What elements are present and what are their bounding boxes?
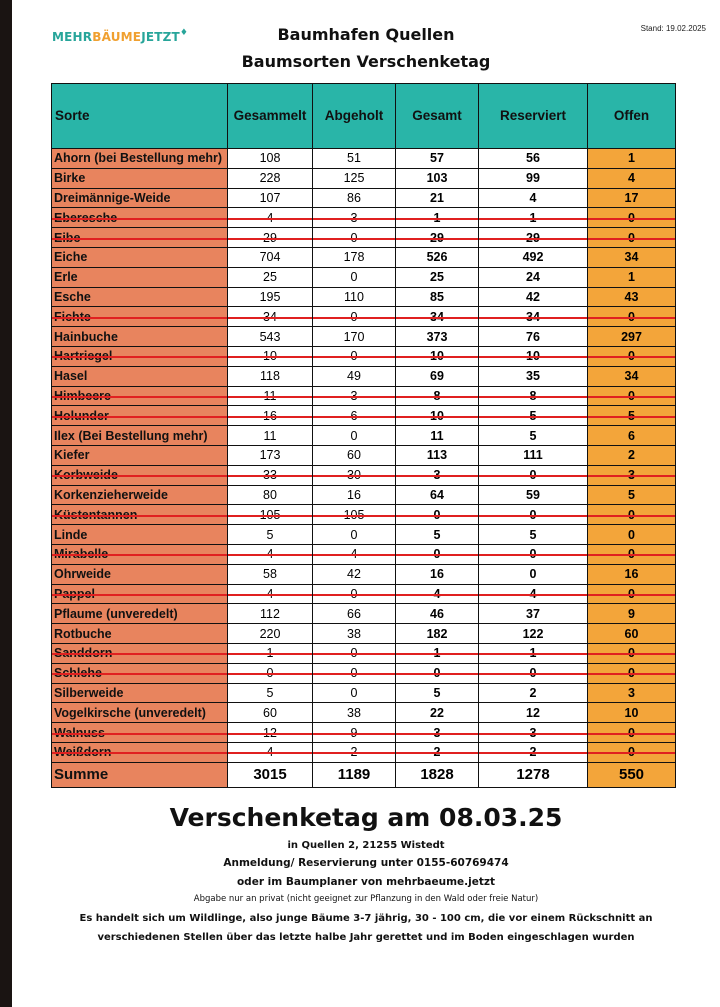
cell-reserviert: 0 xyxy=(479,544,588,564)
cell-reserviert: 5 xyxy=(479,525,588,545)
cell-sorte: Korbweide xyxy=(52,465,228,485)
table-row xyxy=(52,327,676,347)
cell-abgeholt: 0 xyxy=(313,307,396,327)
cell-sorte: Linde xyxy=(52,525,228,545)
cell-sorte: Küstentannen xyxy=(52,505,228,525)
cell-gesamt: 113 xyxy=(396,445,479,465)
cell-sorte: Dreimännige-Weide xyxy=(52,188,228,208)
cell-sorte: Hainbuche xyxy=(52,327,228,347)
cell-abgeholt: 86 xyxy=(313,188,396,208)
table-row xyxy=(52,525,676,545)
table-row xyxy=(52,386,676,406)
table-row xyxy=(52,703,676,723)
cell-gesammelt: 704 xyxy=(228,247,313,267)
cell-offen: 0 xyxy=(588,742,676,762)
cell-gesammelt: 33 xyxy=(228,465,313,485)
cell-reserviert: 0 xyxy=(479,465,588,485)
cell-sorte: Hartriegel xyxy=(52,346,228,366)
cell-offen: 10 xyxy=(588,703,676,723)
cell-offen: 16 xyxy=(588,564,676,584)
cell-gesammelt: 173 xyxy=(228,445,313,465)
table-row xyxy=(52,366,676,386)
cell-offen: 9 xyxy=(588,604,676,624)
cell-offen: 0 xyxy=(588,228,676,248)
cell-gesamt: 10 xyxy=(396,346,479,366)
cell-abgeholt: 3 xyxy=(313,208,396,228)
table-row xyxy=(52,426,676,446)
cell-sorte: Ilex (Bei Bestellung mehr) xyxy=(52,426,228,446)
cell-reserviert: 5 xyxy=(479,406,588,426)
cell-gesamt: 2 xyxy=(396,742,479,762)
cell-gesammelt: 220 xyxy=(228,624,313,644)
cell-offen: 2 xyxy=(588,445,676,465)
cell-gesamt: 0 xyxy=(396,505,479,525)
cell-reserviert: 34 xyxy=(479,307,588,327)
cell-gesammelt: 5 xyxy=(228,525,313,545)
cell-abgeholt: 16 xyxy=(313,485,396,505)
cell-gesammelt: 5 xyxy=(228,683,313,703)
cell-offen: 5 xyxy=(588,485,676,505)
cell-sorte: Schlehe xyxy=(52,663,228,683)
cell-gesammelt: 108 xyxy=(228,149,313,169)
cell-gesammelt: 11 xyxy=(228,426,313,446)
cell-offen: 6 xyxy=(588,426,676,446)
cell-gesammelt: 16 xyxy=(228,406,313,426)
leaf-icon: ♦ xyxy=(179,28,189,38)
cell-gesammelt: 105 xyxy=(228,505,313,525)
cell-reserviert: 122 xyxy=(479,624,588,644)
cell-gesammelt: 112 xyxy=(228,604,313,624)
cell-reserviert: 4 xyxy=(479,188,588,208)
cell-reserviert: 0 xyxy=(479,564,588,584)
cell-abgeholt: 0 xyxy=(313,663,396,683)
summe-offen: 550 xyxy=(588,762,676,787)
cell-reserviert: 37 xyxy=(479,604,588,624)
table-row xyxy=(52,208,676,228)
cell-reserviert: 10 xyxy=(479,346,588,366)
cell-reserviert: 8 xyxy=(479,386,588,406)
table-row xyxy=(52,287,676,307)
cell-abgeholt: 0 xyxy=(313,228,396,248)
table-row xyxy=(52,307,676,327)
cell-reserviert: 2 xyxy=(479,742,588,762)
column-header-offen: Offen xyxy=(588,84,676,149)
cell-offen: 0 xyxy=(588,643,676,663)
table-row xyxy=(52,604,676,624)
cell-reserviert: 29 xyxy=(479,228,588,248)
cell-sorte: Eibe xyxy=(52,228,228,248)
summe-abgeholt: 1189 xyxy=(313,762,396,787)
table-row xyxy=(52,723,676,743)
cell-offen: 0 xyxy=(588,346,676,366)
cell-gesammelt: 80 xyxy=(228,485,313,505)
table-row xyxy=(52,188,676,208)
cell-sorte: Fichte xyxy=(52,307,228,327)
cell-abgeholt: 38 xyxy=(313,624,396,644)
cell-gesammelt: 118 xyxy=(228,366,313,386)
cell-gesammelt: 228 xyxy=(228,168,313,188)
wildlinge-info xyxy=(12,909,720,947)
document-page xyxy=(12,0,720,1007)
cell-gesamt: 69 xyxy=(396,366,479,386)
cell-sorte: Sanddorn xyxy=(52,643,228,663)
cell-sorte: Ahorn (bei Bestellung mehr) xyxy=(52,149,228,169)
cell-gesamt: 46 xyxy=(396,604,479,624)
cell-gesamt: 3 xyxy=(396,465,479,485)
table-row xyxy=(52,643,676,663)
cell-gesamt: 103 xyxy=(396,168,479,188)
cell-abgeholt: 51 xyxy=(313,149,396,169)
cell-abgeholt: 0 xyxy=(313,267,396,287)
cell-reserviert: 1 xyxy=(479,208,588,228)
cell-sorte: Pflaume (unveredelt) xyxy=(52,604,228,624)
cell-gesammelt: 58 xyxy=(228,564,313,584)
cell-reserviert: 2 xyxy=(479,683,588,703)
tree-table xyxy=(51,83,676,788)
baumplaner-info: oder im Baumplaner von mehrbaeume.jetzt xyxy=(236,876,496,888)
table-row xyxy=(52,663,676,683)
cell-gesamt: 10 xyxy=(396,406,479,426)
cell-abgeholt: 49 xyxy=(313,366,396,386)
cell-gesammelt: 34 xyxy=(228,307,313,327)
cell-reserviert: 5 xyxy=(479,426,588,446)
cell-abgeholt: 3 xyxy=(313,386,396,406)
cell-abgeholt: 125 xyxy=(313,168,396,188)
cell-gesamt: 0 xyxy=(396,544,479,564)
cell-abgeholt: 0 xyxy=(313,643,396,663)
table-row xyxy=(52,267,676,287)
logo-text-baeume: BÄUME xyxy=(92,30,142,44)
table-row xyxy=(52,149,676,169)
cell-gesamt: 373 xyxy=(396,327,479,347)
cell-sorte: Eberesche xyxy=(52,208,228,228)
summe-gesamt: 1828 xyxy=(396,762,479,787)
cell-gesammelt: 29 xyxy=(228,228,313,248)
cell-abgeholt: 2 xyxy=(313,742,396,762)
cell-abgeholt: 110 xyxy=(313,287,396,307)
cell-abgeholt: 170 xyxy=(313,327,396,347)
cell-abgeholt: 0 xyxy=(313,426,396,446)
cell-reserviert: 4 xyxy=(479,584,588,604)
table-row xyxy=(52,544,676,564)
cell-reserviert: 111 xyxy=(479,445,588,465)
cell-gesamt: 3 xyxy=(396,723,479,743)
cell-offen: 60 xyxy=(588,624,676,644)
cell-gesamt: 4 xyxy=(396,584,479,604)
table-row xyxy=(52,742,676,762)
column-header-reserviert: Reserviert xyxy=(479,84,588,149)
cell-reserviert: 12 xyxy=(479,703,588,723)
cell-gesammelt: 1 xyxy=(228,643,313,663)
document-subtitle: Baumsorten Verschenketag xyxy=(241,52,491,71)
cell-abgeholt: 38 xyxy=(313,703,396,723)
cell-sorte: Ohrweide xyxy=(52,564,228,584)
cell-sorte: Vogelkirsche (unveredelt) xyxy=(52,703,228,723)
cell-gesammelt: 195 xyxy=(228,287,313,307)
cell-reserviert: 59 xyxy=(479,485,588,505)
cell-gesammelt: 4 xyxy=(228,584,313,604)
cell-offen: 1 xyxy=(588,149,676,169)
table-body xyxy=(52,149,676,788)
summe-row xyxy=(52,762,676,787)
document-title: Baumhafen Quellen xyxy=(277,25,455,44)
cell-gesamt: 1 xyxy=(396,208,479,228)
cell-gesamt: 25 xyxy=(396,267,479,287)
cell-gesammelt: 10 xyxy=(228,346,313,366)
table-row xyxy=(52,564,676,584)
table-row xyxy=(52,683,676,703)
cell-reserviert: 492 xyxy=(479,247,588,267)
table-row xyxy=(52,465,676,485)
cell-offen: 0 xyxy=(588,544,676,564)
cell-offen: 0 xyxy=(588,525,676,545)
column-header-gesamt: Gesamt xyxy=(396,84,479,149)
cell-abgeholt: 42 xyxy=(313,564,396,584)
cell-reserviert: 0 xyxy=(479,663,588,683)
cell-gesamt: 64 xyxy=(396,485,479,505)
logo-text-jetzt: JETZT xyxy=(141,30,180,44)
cell-sorte: Esche xyxy=(52,287,228,307)
cell-gesamt: 182 xyxy=(396,624,479,644)
cell-abgeholt: 105 xyxy=(313,505,396,525)
cell-abgeholt: 6 xyxy=(313,406,396,426)
table-row xyxy=(52,485,676,505)
cell-gesammelt: 0 xyxy=(228,663,313,683)
table-row xyxy=(52,445,676,465)
cell-sorte: Silberweide xyxy=(52,683,228,703)
cell-sorte: Hasel xyxy=(52,366,228,386)
cell-reserviert: 35 xyxy=(479,366,588,386)
cell-sorte: Birke xyxy=(52,168,228,188)
cell-offen: 0 xyxy=(588,723,676,743)
cell-offen: 4 xyxy=(588,168,676,188)
table-row xyxy=(52,584,676,604)
cell-sorte: Mirabelle xyxy=(52,544,228,564)
cell-gesammelt: 543 xyxy=(228,327,313,347)
cell-sorte: Pappel xyxy=(52,584,228,604)
cell-offen: 1 xyxy=(588,267,676,287)
cell-reserviert: 24 xyxy=(479,267,588,287)
cell-gesammelt: 107 xyxy=(228,188,313,208)
cell-gesammelt: 4 xyxy=(228,544,313,564)
table-row xyxy=(52,346,676,366)
cell-gesamt: 5 xyxy=(396,525,479,545)
cell-gesamt: 0 xyxy=(396,663,479,683)
cell-gesamt: 85 xyxy=(396,287,479,307)
cell-offen: 34 xyxy=(588,247,676,267)
cell-gesammelt: 25 xyxy=(228,267,313,287)
stand-date: Stand: 19.02.2025 xyxy=(640,24,706,33)
cell-offen: 0 xyxy=(588,584,676,604)
cell-gesamt: 21 xyxy=(396,188,479,208)
cell-offen: 0 xyxy=(588,208,676,228)
cell-abgeholt: 178 xyxy=(313,247,396,267)
table-row xyxy=(52,168,676,188)
summe-label: Summe xyxy=(52,762,228,787)
abgabe-note: Abgabe nur an privat (nicht geeignet zur Pflanzung in den Wald oder freie Natur) xyxy=(193,894,539,904)
cell-gesamt: 5 xyxy=(396,683,479,703)
cell-gesamt: 16 xyxy=(396,564,479,584)
cell-offen: 297 xyxy=(588,327,676,347)
cell-sorte: Walnuss xyxy=(52,723,228,743)
cell-gesammelt: 11 xyxy=(228,386,313,406)
column-header-gesammelt: Gesammelt xyxy=(228,84,313,149)
cell-gesamt: 11 xyxy=(396,426,479,446)
cell-gesamt: 29 xyxy=(396,228,479,248)
cell-sorte: Himbeere xyxy=(52,386,228,406)
cell-offen: 3 xyxy=(588,683,676,703)
table-row xyxy=(52,624,676,644)
cell-reserviert: 42 xyxy=(479,287,588,307)
cell-sorte: Eiche xyxy=(52,247,228,267)
cell-abgeholt: 30 xyxy=(313,465,396,485)
cell-gesamt: 8 xyxy=(396,386,479,406)
cell-gesamt: 526 xyxy=(396,247,479,267)
cell-reserviert: 56 xyxy=(479,149,588,169)
table-row xyxy=(52,247,676,267)
cell-reserviert: 3 xyxy=(479,723,588,743)
cell-sorte: Holunder xyxy=(52,406,228,426)
cell-sorte: Korkenzieherweide xyxy=(52,485,228,505)
cell-abgeholt: 60 xyxy=(313,445,396,465)
cell-offen: 0 xyxy=(588,505,676,525)
cell-abgeholt: 66 xyxy=(313,604,396,624)
cell-offen: 34 xyxy=(588,366,676,386)
cell-gesammelt: 4 xyxy=(228,742,313,762)
cell-offen: 0 xyxy=(588,663,676,683)
cell-reserviert: 99 xyxy=(479,168,588,188)
summe-reserviert: 1278 xyxy=(479,762,588,787)
event-address: in Quellen 2, 21255 Wistedt xyxy=(287,840,445,851)
cell-sorte: Rotbuche xyxy=(52,624,228,644)
table-row xyxy=(52,406,676,426)
cell-abgeholt: 0 xyxy=(313,525,396,545)
cell-gesamt: 57 xyxy=(396,149,479,169)
cell-sorte: Erle xyxy=(52,267,228,287)
cell-abgeholt: 0 xyxy=(313,584,396,604)
table-header-row xyxy=(52,84,676,149)
registration-info: Anmeldung/ Reservierung unter 0155-60769474 xyxy=(223,857,509,869)
cell-offen: 5 xyxy=(588,406,676,426)
cell-abgeholt: 0 xyxy=(313,346,396,366)
cell-gesammelt: 60 xyxy=(228,703,313,723)
cell-reserviert: 0 xyxy=(479,505,588,525)
cell-abgeholt: 9 xyxy=(313,723,396,743)
column-header-sorte: Sorte xyxy=(52,84,228,149)
table-row xyxy=(52,505,676,525)
column-header-abgeholt: Abgeholt xyxy=(313,84,396,149)
table-row xyxy=(52,228,676,248)
cell-offen: 0 xyxy=(588,307,676,327)
cell-gesamt: 1 xyxy=(396,643,479,663)
cell-offen: 3 xyxy=(588,465,676,485)
summe-gesammelt: 3015 xyxy=(228,762,313,787)
cell-gesamt: 22 xyxy=(396,703,479,723)
cell-abgeholt: 4 xyxy=(313,544,396,564)
cell-gesamt: 34 xyxy=(396,307,479,327)
cell-gesammelt: 12 xyxy=(228,723,313,743)
cell-gesammelt: 4 xyxy=(228,208,313,228)
cell-offen: 0 xyxy=(588,386,676,406)
cell-reserviert: 1 xyxy=(479,643,588,663)
event-headline: Verschenketag am 08.03.25 xyxy=(169,803,563,832)
cell-abgeholt: 0 xyxy=(313,683,396,703)
wildlinge-info-text: Es handelt sich um Wildlinge, also junge Bäume 3-7 jährig, 30 - 100 cm, die vor einem Rückschnitt an verschiedenen Stellen über das letzte halbe Jahr gerettet und im Boden eingeschlagen wurden xyxy=(79,913,653,943)
cell-reserviert: 76 xyxy=(479,327,588,347)
cell-sorte: Weißdorn xyxy=(52,742,228,762)
logo-text-mehr: MEHR xyxy=(52,30,93,44)
cell-offen: 43 xyxy=(588,287,676,307)
cell-offen: 17 xyxy=(588,188,676,208)
cell-sorte: Kiefer xyxy=(52,445,228,465)
